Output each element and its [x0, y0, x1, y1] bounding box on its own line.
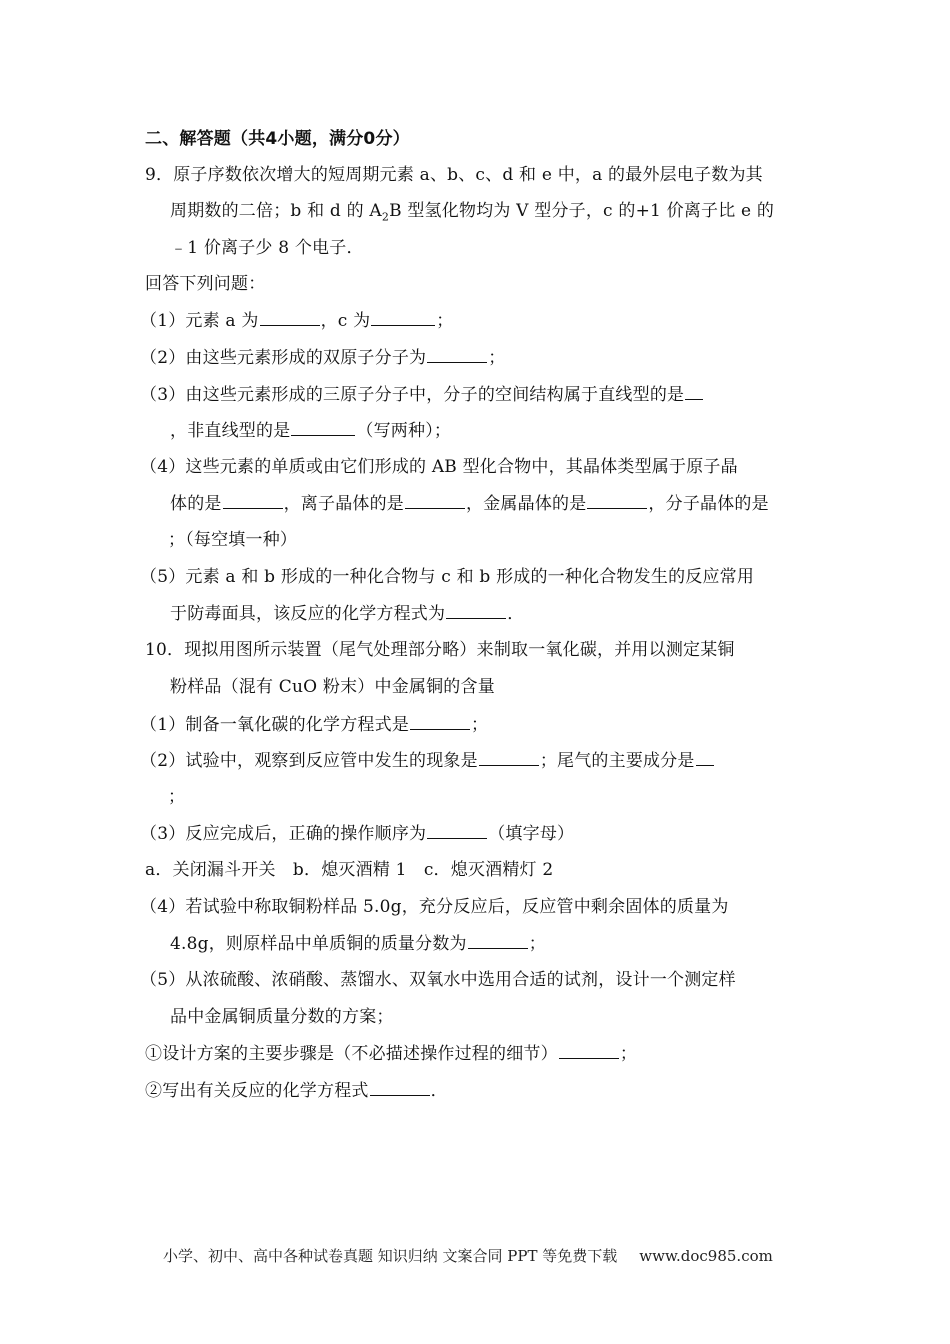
q9-p1-text-a: （1）元素 a 为 [140, 311, 259, 331]
q10-p4-text-b: 4.8g，则原样品中单质铜的质量分数为 [170, 934, 467, 954]
answer-blank[interactable] [427, 346, 487, 363]
q9-p4-text-c: ，离子晶体的是 [283, 494, 405, 514]
answer-blank[interactable] [559, 1042, 619, 1059]
q10-options: a．关闭漏斗开关 b．熄灭酒精 1 c．熄灭酒精灯 2 [145, 860, 554, 880]
q10-part-5-cont: 品中金属铜质量分数的方案； [170, 1007, 394, 1027]
q9-line-2 [170, 200, 774, 222]
q10-s1-text-b: ； [619, 1044, 638, 1064]
q9-p3-text-b: ，非直线型的是 [170, 421, 291, 441]
q9-part-2 [140, 346, 505, 369]
section-heading: 二、解答题（共4小题，满分0分） [145, 129, 410, 149]
page-footer [163, 1246, 773, 1266]
answer-blank[interactable] [685, 383, 703, 400]
q10-step-1 [145, 1042, 637, 1065]
q9-line-1: 9．原子序数依次增大的短周期元素 a、b、c、d 和 e 中，a 的最外层电子数为其 [145, 165, 763, 185]
q9-p4-text-d: ，金属晶体的是 [466, 494, 587, 514]
answer-blank[interactable] [427, 822, 487, 839]
q10-p3-text-a: （3）反应完成后，正确的操作顺序为 [140, 824, 427, 844]
answer-blank[interactable] [468, 932, 528, 949]
q10-part-2 [140, 749, 715, 772]
answer-blank[interactable] [410, 713, 470, 730]
q9-line-3: ﹣1 价离子少 8 个电子． [170, 238, 364, 258]
q9-p5-text-b: 于防毒面具，该反应的化学方程式为 [170, 604, 446, 624]
q9-line-2-part-a: 周期数的二倍；b 和 d 的 A [170, 201, 382, 221]
q10-line-1: 10．现拟用图所示装置（尾气处理部分略）来制取一氧化碳，并用以测定某铜 [145, 640, 735, 660]
q9-p2-text-b: ； [488, 348, 506, 368]
q10-part-2-cont: ； [168, 787, 186, 807]
answer-blank[interactable] [260, 309, 320, 326]
q9-p4-text-e: ，分子晶体的是 [648, 494, 769, 514]
footer-text: 小学、初中、高中各种试卷真题 知识归纳 文案合同 PPT 等免费下载 [163, 1247, 618, 1265]
q10-s2-text-b: ． [430, 1081, 448, 1101]
answer-blank[interactable] [291, 419, 355, 436]
q10-s1-text-a: ①设计方案的主要步骤是（不必描述操作过程的细节） [145, 1044, 558, 1064]
q10-line-2: 粉样品（混有 CuO 粉末）中金属铜的含量 [170, 677, 495, 697]
answer-blank[interactable] [479, 749, 539, 766]
q10-part-4: （4）若试验中称取铜粉样品 5.0g，充分反应后，反应管中剩余固体的质量为 [140, 897, 729, 917]
q9-part-5-cont [170, 602, 524, 625]
q10-p2-text-a: （2）试验中，观察到反应管中发生的现象是 [140, 751, 478, 771]
q9-part-3-cont [170, 419, 451, 442]
q9-prompt: 回答下列问题： [145, 274, 266, 294]
q9-p3-text-c: （写两种）； [356, 421, 452, 441]
q10-p1-text-a: （1）制备一氧化碳的化学方程式是 [140, 715, 410, 735]
answer-blank[interactable] [370, 1079, 430, 1096]
q9-part-3 [140, 383, 704, 406]
answer-blank[interactable] [696, 749, 714, 766]
q9-p5-text-c: ． [507, 604, 525, 624]
q9-p1-text-b: ，c 为 [320, 311, 371, 331]
q9-p3-text-a: （3）由这些元素形成的三原子分子中，分子的空间结构属于直线型的是 [140, 385, 685, 405]
q9-part-4: （4）这些元素的单质或由它们形成的 AB 型化合物中，其晶体类型属于原子晶 [140, 457, 738, 477]
q10-part-5: （5）从浓硫酸、浓硝酸、蒸馏水、双氧水中选用合适的试剂，设计一个测定样 [140, 970, 736, 990]
q10-part-1 [140, 713, 488, 736]
q10-p3-text-b: （填字母） [488, 824, 575, 844]
answer-blank[interactable] [446, 602, 506, 619]
answer-blank[interactable] [371, 309, 435, 326]
q10-part-3 [140, 822, 574, 845]
q9-p1-text-c: ； [436, 311, 454, 331]
answer-blank[interactable] [405, 492, 465, 509]
q10-p2-text-b: ；尾气的主要成分是 [539, 751, 695, 771]
q9-part-1 [140, 309, 454, 332]
answer-blank[interactable] [587, 492, 647, 509]
q9-part-4-note: ；（每空填一种） [168, 530, 298, 550]
q9-line-2-part-b: B 型氢化物均为 V 型分子，c 的+1 价离子比 e 的 [389, 201, 775, 221]
q9-subscript: 2 [381, 210, 390, 224]
q10-part-4-cont [170, 932, 546, 955]
footer-url[interactable]: www.doc985.com [639, 1247, 773, 1265]
answer-blank[interactable] [223, 492, 283, 509]
q10-p4-text-c: ； [528, 934, 546, 954]
q9-p2-text-a: （2）由这些元素形成的双原子分子为 [140, 348, 427, 368]
q9-part-4-cont [170, 492, 769, 515]
q9-part-5: （5）元素 a 和 b 形成的一种化合物与 c 和 b 形成的一种化合物发生的反应常用 [140, 567, 755, 587]
q10-p1-text-b: ； [471, 715, 489, 735]
q9-p4-text-b: 体的是 [170, 494, 222, 514]
q10-step-2 [145, 1079, 448, 1102]
q10-s2-text-a: ②写出有关反应的化学方程式 [145, 1081, 369, 1101]
